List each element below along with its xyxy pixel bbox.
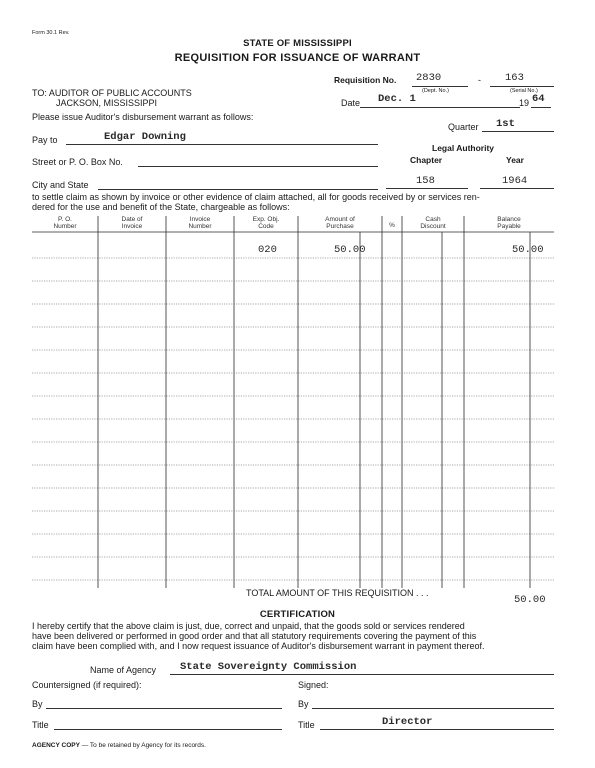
footer-bold: AGENCY COPY <box>32 742 80 749</box>
header-date-of-invoice: Date of Invoice <box>121 216 143 230</box>
pay-to-label: Pay to <box>32 135 58 145</box>
agency-label: Name of Agency <box>90 665 157 675</box>
date-year-prefix: 19 <box>519 98 530 108</box>
pay-to-value: Edgar Downing <box>104 131 186 143</box>
total-label: TOTAL AMOUNT OF THIS REQUISITION . . . <box>246 588 429 598</box>
city-label: City and State <box>32 180 89 190</box>
header-cash-discount: Cash Discount <box>420 216 446 230</box>
by-line-right <box>312 708 554 709</box>
title-value: Director <box>382 716 433 728</box>
title-label-right: Title <box>298 720 315 730</box>
row-1-amount: 50.00 <box>334 244 366 256</box>
date-label: Date <box>341 98 361 108</box>
row-1-exp-code: 020 <box>258 244 277 256</box>
document-title: REQUISITION FOR ISSUANCE OF WARRANT <box>174 52 421 64</box>
certification-line-1: I hereby certify that the above claim is just, due, correct and unpaid, that the goods sold or services rendered <box>32 621 465 631</box>
certification-title: CERTIFICATION <box>259 609 336 620</box>
settle-text-2: dered for the use and benefit of the State, chargeable as follows: <box>32 202 290 212</box>
header-invoice-number: Invoice Number <box>188 216 212 230</box>
footer-note <box>32 742 206 749</box>
year-value: 1964 <box>502 175 528 187</box>
title-label-left: Title <box>32 720 49 730</box>
street-label: Street or P. O. Box No. <box>32 157 123 167</box>
header-percent: % <box>389 222 395 229</box>
countersigned-label: Countersigned (if required): <box>32 680 142 690</box>
legal-authority-label: Legal Authority <box>432 143 495 153</box>
agency-line <box>170 674 554 675</box>
form-number: Form 30.1 Rev. <box>32 30 70 36</box>
to-line-2: JACKSON, MISSISSIPPI <box>56 98 158 108</box>
signed-label: Signed: <box>298 680 329 690</box>
by-label-left: By <box>32 699 43 709</box>
header-po-number: P. O. Number <box>53 216 77 230</box>
chapter-label: Chapter <box>410 155 443 165</box>
quarter-label: Quarter <box>448 122 479 132</box>
serial-no-caption: (Serial No.) <box>510 88 538 94</box>
header-amount-of-purchase: Amount of Purchase <box>325 216 355 230</box>
settle-text-1: to settle claim as shown by invoice or other evidence of claim attached, all for goods received by or services ren- <box>32 192 480 202</box>
header-exp-obj-code: Exp. Obj. Code <box>252 216 280 230</box>
by-label-right: By <box>298 699 309 709</box>
date-value: Dec. 1 <box>378 93 416 105</box>
chapter-value: 158 <box>416 175 435 187</box>
dept-no-caption: (Dept. No.) <box>422 88 449 94</box>
year-label: Year <box>506 155 524 165</box>
dept-no-value: 2830 <box>416 72 442 84</box>
state-title: STATE OF MISSISSIPPI <box>243 38 352 49</box>
row-1-balance: 50.00 <box>512 244 544 256</box>
header-balance-payable: Balance Payable <box>497 216 521 230</box>
total-value: 50.00 <box>514 594 546 606</box>
requisition-label: Requisition No. <box>334 75 397 85</box>
requisition-dash: - <box>478 75 481 85</box>
agency-value: State Sovereignty Commission <box>180 661 357 673</box>
serial-no-value: 163 <box>505 72 524 84</box>
title-line-left <box>54 729 282 730</box>
to-line-1: TO: AUDITOR OF PUBLIC ACCOUNTS <box>32 88 192 98</box>
title-line-right <box>320 729 554 730</box>
date-year-value: 64 <box>532 93 545 105</box>
quarter-value: 1st <box>496 118 515 130</box>
by-line-left <box>46 708 282 709</box>
certification-line-3: claim have been complied with, and I now request issuance of Auditor's disbursement warrant in payment thereof. <box>32 641 485 651</box>
instruction-text: Please issue Auditor's disbursement warrant as follows: <box>32 112 254 122</box>
footer-rest: — To be retained by Agency for its records. <box>79 742 206 749</box>
certification-line-2: have been delivered or performed in good order and that all statutory requirements covering the payment of this <box>32 631 477 641</box>
